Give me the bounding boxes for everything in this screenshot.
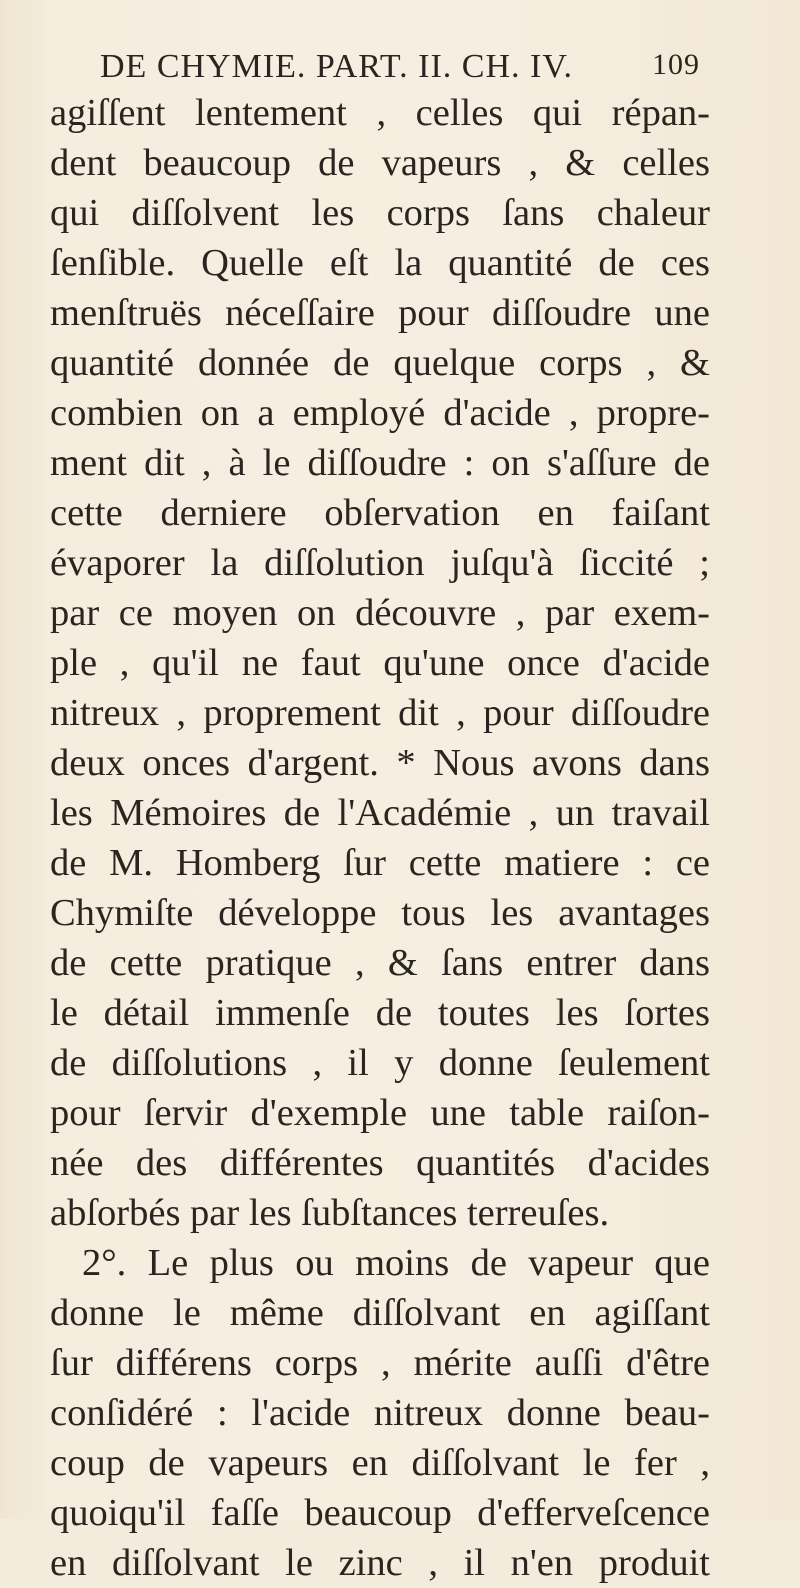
text-line: évaporer la diſſolution juſqu'à ſiccité ; (50, 542, 710, 584)
text-line: abſorbés par les ſubſtances terreuſes. (50, 1192, 610, 1234)
text-line: 2°. Le plus ou moins de vapeur que (82, 1242, 710, 1284)
text-line: pour ſervir d'exemple une table raiſon- (50, 1092, 710, 1134)
text-line: ment dit , à le diſſoudre : on s'aſſure de (50, 442, 710, 484)
text-line: dent beaucoup de vapeurs , & celles (50, 142, 710, 184)
text-line: conſidéré : l'acide nitreux donne beau- (50, 1392, 710, 1434)
running-head-title: DE CHYMIE. PART. II. CH. IV. (100, 48, 574, 85)
text-line: menſtruës néceſſaire pour diſſoudre une (50, 292, 710, 334)
text-line: par ce moyen on découvre , par exem- (50, 592, 710, 634)
text-line: ple , qu'il ne faut qu'une once d'acide (50, 642, 710, 684)
text-line: quantité donnée de quelque corps , & (50, 342, 710, 384)
text-line: agiſſent lentement , celles qui répan- (50, 92, 710, 134)
text-line: quoiqu'il faſſe beaucoup d'efferveſcence (50, 1492, 710, 1534)
text-line: de diſſolutions , il y donne ſeulement (50, 1042, 710, 1084)
text-line: combien on a employé d'acide , propre- (50, 392, 710, 434)
text-line: cette derniere obſervation en faiſant (50, 492, 710, 534)
text-line: Chymiſte développe tous les avantages (50, 892, 710, 934)
text-line: de M. Homberg ſur cette matiere : ce (50, 842, 710, 884)
body-text (50, 88, 710, 1588)
text-line: donne le même diſſolvant en agiſſant (50, 1292, 710, 1334)
text-line: qui diſſolvent les corps ſans chaleur (50, 192, 710, 234)
text-line: née des différentes quantités d'acides (50, 1142, 710, 1184)
page-number: 109 (652, 48, 700, 81)
text-line: ſenſible. Quelle eſt la quantité de ces (50, 242, 710, 284)
text-line: nitreux , proprement dit , pour diſſoudre (50, 692, 710, 734)
text-line: coup de vapeurs en diſſolvant le fer , (50, 1442, 710, 1484)
text-line: de cette pratique , & ſans entrer dans (50, 942, 710, 984)
text-line: en diſſolvant le zinc , il n'en produit (50, 1542, 710, 1584)
text-line: ſur différens corps , mérite auſſi d'être (50, 1342, 710, 1384)
text-line: deux onces d'argent. * Nous avons dans (50, 742, 710, 784)
text-line: le détail immenſe de toutes les ſortes (50, 992, 710, 1034)
text-line: les Mémoires de l'Académie , un travail (50, 792, 710, 834)
